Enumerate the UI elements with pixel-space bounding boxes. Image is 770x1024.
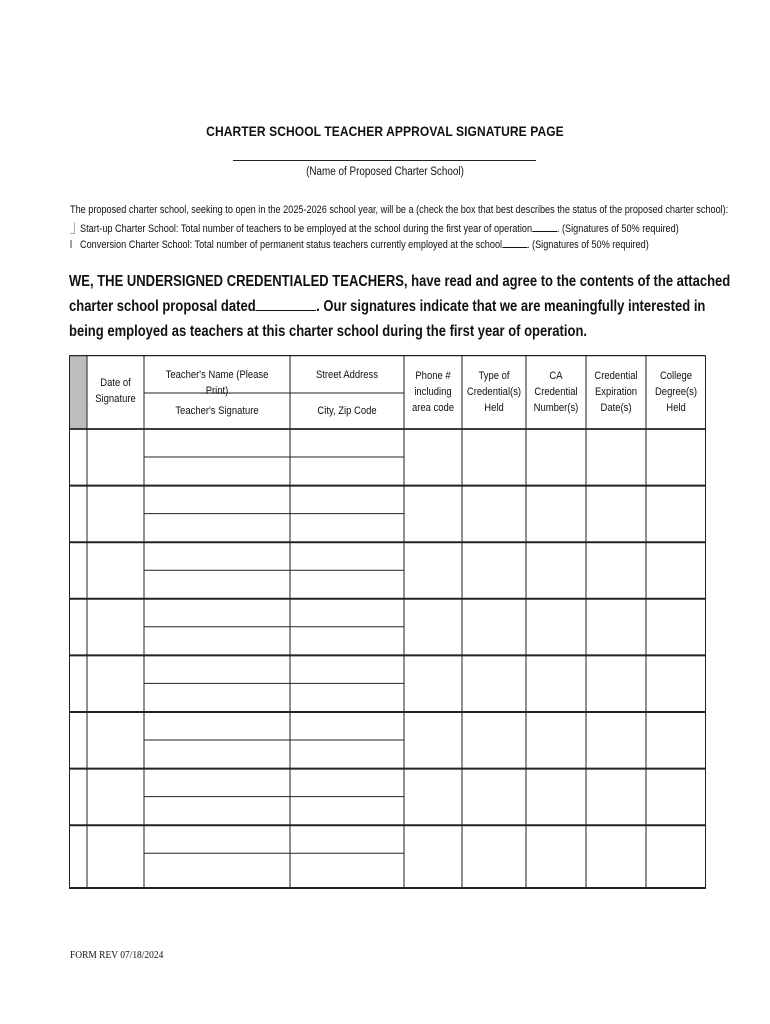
phone-cell[interactable] [404, 599, 462, 655]
header-ca-number-line1: CA [549, 370, 563, 382]
ca-number-cell[interactable] [526, 655, 586, 711]
street-cell[interactable] [290, 599, 404, 627]
header-degree [650, 368, 702, 416]
date-cell[interactable] [87, 825, 144, 881]
phone-cell[interactable] [404, 712, 462, 768]
credential-type-cell[interactable] [462, 712, 526, 768]
credential-type-cell[interactable] [462, 429, 526, 485]
header-expiration [590, 368, 642, 416]
header-ca-number [530, 368, 582, 416]
credential-type-cell[interactable] [462, 825, 526, 881]
city-zip-cell[interactable] [290, 740, 404, 768]
expiration-cell[interactable] [586, 542, 646, 598]
phone-cell[interactable] [404, 655, 462, 711]
credential-type-cell[interactable] [462, 599, 526, 655]
phone-cell[interactable] [404, 542, 462, 598]
signature-cell[interactable] [144, 797, 290, 825]
date-cell[interactable] [87, 486, 144, 542]
option-startup [70, 220, 679, 236]
date-cell[interactable] [87, 655, 144, 711]
degree-cell[interactable] [646, 542, 706, 598]
street-cell[interactable] [290, 542, 404, 570]
name-print-cell[interactable] [144, 769, 290, 797]
expiration-cell[interactable] [586, 486, 646, 542]
expiration-cell[interactable] [586, 429, 646, 485]
statement-line1: have read and agree to the contents of the attached [407, 273, 731, 290]
header-date [91, 375, 140, 407]
street-cell[interactable] [290, 825, 404, 853]
statement-line2a: charter school proposal dated [69, 298, 256, 315]
city-zip-cell[interactable] [290, 683, 404, 711]
street-cell[interactable] [290, 655, 404, 683]
credential-type-cell[interactable] [462, 655, 526, 711]
name-print-cell[interactable] [144, 712, 290, 740]
header-ca-number-line3: Number(s) [533, 402, 579, 414]
street-cell[interactable] [290, 769, 404, 797]
signature-cell[interactable] [144, 457, 290, 485]
header-index-cell [70, 356, 88, 430]
header-phone [408, 368, 458, 416]
option-conversion [70, 237, 649, 251]
conversion-checkbox-icon[interactable]: l [70, 239, 73, 251]
name-print-cell[interactable] [144, 599, 290, 627]
header-credential-type-line3: Held [484, 402, 504, 414]
name-print-cell[interactable] [144, 542, 290, 570]
credential-type-cell[interactable] [462, 542, 526, 598]
statement-lead: WE, THE UNDERSIGNED CREDENTIALED TEACHERS, [69, 273, 408, 290]
degree-cell[interactable] [646, 486, 706, 542]
statement-line2b: . Our signatures indicate that we are meaningfully interested in [316, 298, 706, 315]
signature-cell[interactable] [144, 683, 290, 711]
agreement-statement [69, 269, 731, 344]
conversion-text: Conversion Charter School: Total number of permanent status teachers currently employed at the school [80, 239, 503, 251]
header-expiration-line3: Date(s) [600, 402, 632, 414]
header-degree-line1: College [659, 370, 693, 382]
date-cell[interactable] [87, 542, 144, 598]
degree-cell[interactable] [646, 712, 706, 768]
degree-cell[interactable] [646, 825, 706, 881]
phone-cell[interactable] [404, 825, 462, 881]
degree-cell[interactable] [646, 429, 706, 485]
statement-line3: being employed as teachers at this charter school during the first year of operation. [69, 323, 588, 340]
page-title: CHARTER SCHOOL TEACHER APPROVAL SIGNATURE PAGE [206, 123, 564, 139]
proposal-date-blank[interactable] [256, 296, 316, 311]
startup-count-blank[interactable] [532, 221, 557, 232]
degree-cell[interactable] [646, 599, 706, 655]
signature-cell[interactable] [144, 853, 290, 881]
phone-cell[interactable] [404, 486, 462, 542]
ca-number-cell[interactable] [526, 542, 586, 598]
name-print-cell[interactable] [144, 655, 290, 683]
intro-text: The proposed charter school, seeking to open in the 2025-2026 school year, will be a (check the box that best describes the status of the proposed charter school): [70, 204, 729, 216]
signature-cell[interactable] [144, 570, 290, 598]
credential-type-cell[interactable] [462, 486, 526, 542]
expiration-cell[interactable] [586, 599, 646, 655]
city-zip-cell[interactable] [290, 570, 404, 598]
ca-number-cell[interactable] [526, 486, 586, 542]
header-degree-line3: Held [666, 402, 686, 414]
header-phone-line1: Phone # [415, 370, 451, 382]
phone-cell[interactable] [404, 429, 462, 485]
header-city-zip: City, Zip Code [317, 405, 377, 417]
city-zip-cell[interactable] [290, 797, 404, 825]
header-phone-line2: including [414, 386, 452, 398]
header-phone-line3: area code [411, 402, 455, 414]
header-date-line1: Date of [100, 377, 131, 389]
name-print-cell[interactable] [144, 429, 290, 457]
degree-cell[interactable] [646, 769, 706, 825]
ca-number-cell[interactable] [526, 769, 586, 825]
expiration-cell[interactable] [586, 712, 646, 768]
credential-type-cell[interactable] [462, 769, 526, 825]
date-cell[interactable] [87, 599, 144, 655]
phone-cell[interactable] [404, 769, 462, 825]
signature-cell[interactable] [144, 740, 290, 768]
name-print-cell[interactable] [144, 486, 290, 514]
city-zip-cell[interactable] [290, 627, 404, 655]
header-credential-type [466, 368, 521, 416]
ca-number-cell[interactable] [526, 825, 586, 881]
conversion-count-blank[interactable] [502, 237, 527, 248]
city-zip-cell[interactable] [290, 853, 404, 881]
street-cell[interactable] [290, 712, 404, 740]
expiration-cell[interactable] [586, 655, 646, 711]
ca-number-cell[interactable] [526, 599, 586, 655]
school-name-line[interactable] [233, 160, 536, 161]
date-cell[interactable] [87, 712, 144, 768]
ca-number-cell[interactable] [526, 712, 586, 768]
header-ca-number-line2: Credential [534, 386, 578, 398]
school-name-caption: (Name of Proposed Charter School) [306, 166, 464, 178]
street-cell[interactable] [290, 429, 404, 457]
header-credential-type-line2: Credential(s) [466, 386, 522, 398]
street-cell[interactable] [290, 486, 404, 514]
startup-checkbox-icon[interactable]: ⏌ [70, 223, 80, 235]
header-expiration-line1: Credential [594, 370, 638, 382]
conversion-required: . (Signatures of 50% required) [526, 239, 649, 251]
expiration-cell[interactable] [586, 825, 646, 881]
header-street: Street Address [315, 369, 379, 381]
signature-table [69, 355, 706, 889]
header-degree-line2: Degree(s) [654, 386, 698, 398]
startup-required: . (Signatures of 50% required) [556, 223, 679, 235]
name-print-cell[interactable] [144, 825, 290, 853]
header-signature: Teacher's Signature [175, 405, 259, 417]
ca-number-cell[interactable] [526, 429, 586, 485]
header-name-print: Teacher's Name (Please Print) [165, 369, 269, 397]
header-credential-type-line1: Type of [478, 370, 510, 382]
date-cell[interactable] [87, 429, 144, 485]
signature-cell[interactable] [144, 514, 290, 542]
header-date-line2: Signature [95, 393, 136, 405]
date-cell[interactable] [87, 769, 144, 825]
form-revision: FORM REV 07/18/2024 [70, 950, 164, 961]
startup-text: Start-up Charter School: Total number of teachers to be employed at the school during the first year of operation [80, 223, 533, 235]
city-zip-cell[interactable] [290, 514, 404, 542]
degree-cell[interactable] [646, 655, 706, 711]
signature-cell[interactable] [144, 627, 290, 655]
header-expiration-line2: Expiration [594, 386, 638, 398]
expiration-cell[interactable] [586, 769, 646, 825]
city-zip-cell[interactable] [290, 457, 404, 485]
